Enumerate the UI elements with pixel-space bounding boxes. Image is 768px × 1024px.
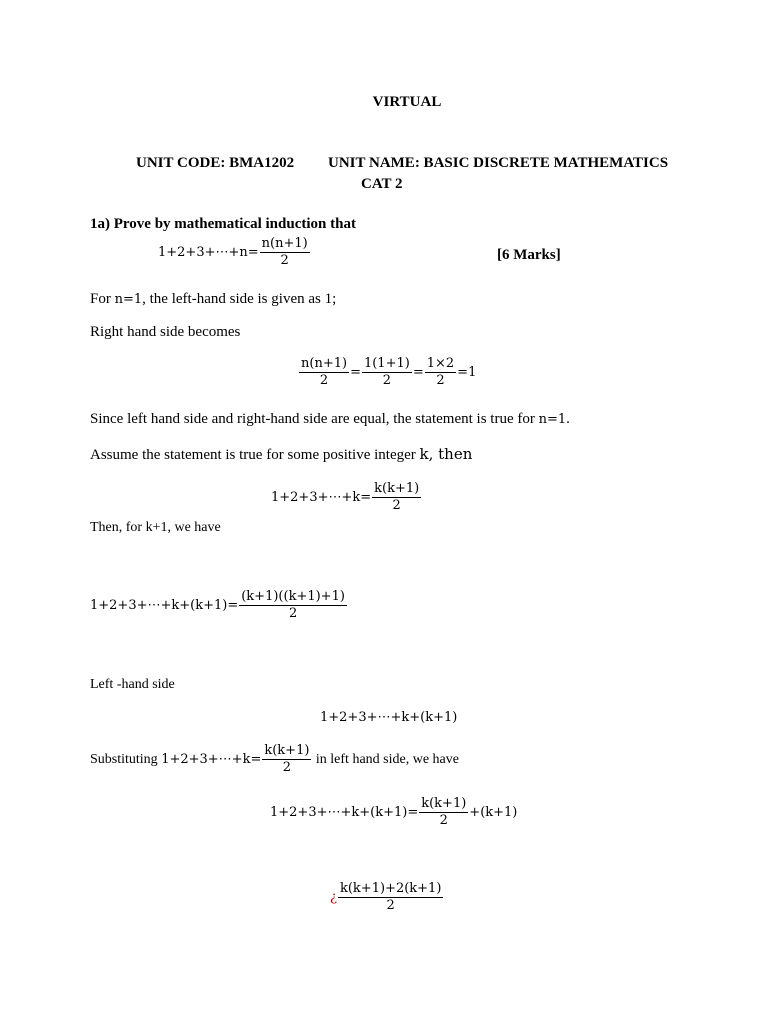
formula-lhs: 1+2+3+⋯+n= — [158, 245, 259, 260]
rhs-equation: $\frac{n(n+1)}{2}$ = $\frac{1(1+1)}{2}$ = $\frac{1\times 2}{2}$ =1 — [301, 356, 477, 388]
inductive-step-equation: 1+2+3+⋯+k+(k+1)= $\frac{(k+1)((k+1)+1)}{2}$ — [90, 589, 345, 621]
marks-label: [6 Marks] — [497, 247, 561, 263]
question-formula — [158, 237, 311, 268]
assume-statement: Assume the statement is true for some positive integer k, then — [90, 445, 473, 463]
lhs-label: Left -hand side — [90, 677, 175, 692]
unit-name: UNIT NAME: BASIC DISCRETE MATHEMATICS — [328, 155, 669, 171]
question-prompt: 1a) Prove by mathematical induction that — [90, 216, 356, 232]
exam-label: CAT 2 — [361, 176, 403, 192]
render-glitch-mark: ¿ — [330, 890, 337, 905]
then-text: Then, for k+1, we have — [90, 520, 221, 535]
substituted-equation: 1+2+3+⋯+k+(k+1)= $\frac{k(k+1)}{2}$ +(k+1) — [270, 796, 518, 828]
equal-statement: Since left hand side and right-hand side are equal, the statement is true for n=1. — [90, 411, 570, 427]
lhs-expression: 1+2+3+⋯+k+(k+1) — [320, 710, 458, 725]
assume-equation: 1+2+3+⋯+k= $\frac{k(k+1)}{2}$ — [271, 481, 420, 513]
unit-code: UNIT CODE: BMA1202 — [136, 155, 295, 171]
base-case-line: For n=1, the left-hand side is given as 1; — [90, 291, 337, 307]
formula-fraction: $\frac{n(n+1)}{2}$ — [261, 236, 308, 268]
rhs-text: Right hand side becomes — [90, 324, 241, 340]
document-title: VIRTUAL — [372, 94, 442, 110]
final-expression: ¿ $\frac{k(k+1)+2(k+1)}{2}$ — [330, 881, 442, 913]
substitution-line: Substituting 1+2+3+⋯+k= $\frac{k(k+1)}{2}$ in left hand side, we have — [90, 743, 459, 775]
